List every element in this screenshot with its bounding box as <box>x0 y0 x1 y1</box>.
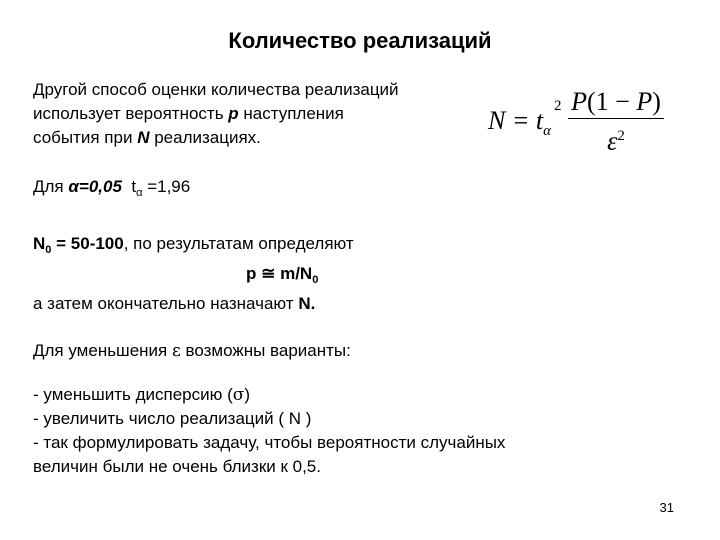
intro-line-2 <box>33 102 399 126</box>
alpha-expression: α=0,05 <box>68 177 122 196</box>
formula-numerator <box>568 88 664 116</box>
reduce-line <box>33 339 351 363</box>
formula-fraction <box>568 88 664 157</box>
n0-line <box>33 232 354 262</box>
final-text: а затем окончательно назначают <box>33 294 299 313</box>
formula-denominator <box>568 121 664 157</box>
formula-epsilon: ε <box>607 126 618 156</box>
intro-line-1: Другой способ оценки количества реализаций <box>33 80 399 99</box>
variable-n: N <box>137 128 150 147</box>
variant-1-text: - уменьшить дисперсию ( <box>33 385 233 404</box>
formula-one-minus: (1 − <box>587 87 637 116</box>
sigma-symbol: σ <box>232 385 245 405</box>
variants-list <box>33 383 505 479</box>
formula-p-1: P <box>571 87 587 116</box>
p-estimate-line <box>33 262 354 292</box>
epsilon-symbol: ε <box>171 341 181 361</box>
p-estimate-subscript: 0 <box>312 274 319 286</box>
p-estimate <box>246 264 319 286</box>
sample-size-formula <box>488 88 668 154</box>
reduce-suffix: возможны варианты: <box>180 341 351 360</box>
page-number: 31 <box>659 500 674 515</box>
intro-line-3-text: события при <box>33 128 138 147</box>
intro-line-2-end: наступления <box>238 104 344 123</box>
alpha-line-prefix: Для <box>33 177 69 196</box>
intro-paragraph <box>33 78 399 150</box>
final-line <box>33 292 354 316</box>
n0-symbol <box>33 234 124 256</box>
intro-line-2-text: использует вероятность <box>33 104 229 123</box>
t-subscript: α <box>136 187 143 199</box>
variable-p: p <box>228 104 239 123</box>
formula-fraction-bar <box>568 118 664 119</box>
formula-t-subscript: α <box>543 123 551 139</box>
n0-n: N <box>33 234 46 253</box>
formula-close-paren: ) <box>652 87 661 116</box>
formula-p-2: P <box>636 87 653 116</box>
final-n: N. <box>298 294 316 313</box>
formula-n-equals-t: N = t <box>488 106 544 135</box>
reduce-prefix: Для уменьшения <box>33 341 172 360</box>
t-symbol: t <box>121 177 137 196</box>
variant-item: - увеличить число реализаций ( N ) <box>33 409 312 428</box>
variant-item <box>33 383 505 407</box>
intro-line-3 <box>33 126 399 150</box>
page-title: Количество реализаций <box>228 28 492 53</box>
intro-line-3-end: реализациях. <box>149 128 261 147</box>
variant-item: - так формулировать задачу, чтобы вероятности случайных <box>33 433 506 452</box>
n0-subscript: 0 <box>45 244 52 256</box>
t-value: =1,96 <box>142 177 191 196</box>
formula-lhs <box>488 106 551 140</box>
variant-item: величин были не очень близки к 0,5. <box>33 457 321 476</box>
formula-epsilon-power: 2 <box>617 128 625 144</box>
alpha-line <box>33 175 190 205</box>
formula-t-power: 2 <box>554 98 562 114</box>
n0-range: = 50-100 <box>51 234 124 253</box>
n0-block <box>33 232 354 316</box>
n0-text: , по результатам определяют <box>123 234 354 253</box>
p-estimate-expression: p ≅ m/N <box>246 264 313 283</box>
variant-1-end: ) <box>244 385 251 404</box>
